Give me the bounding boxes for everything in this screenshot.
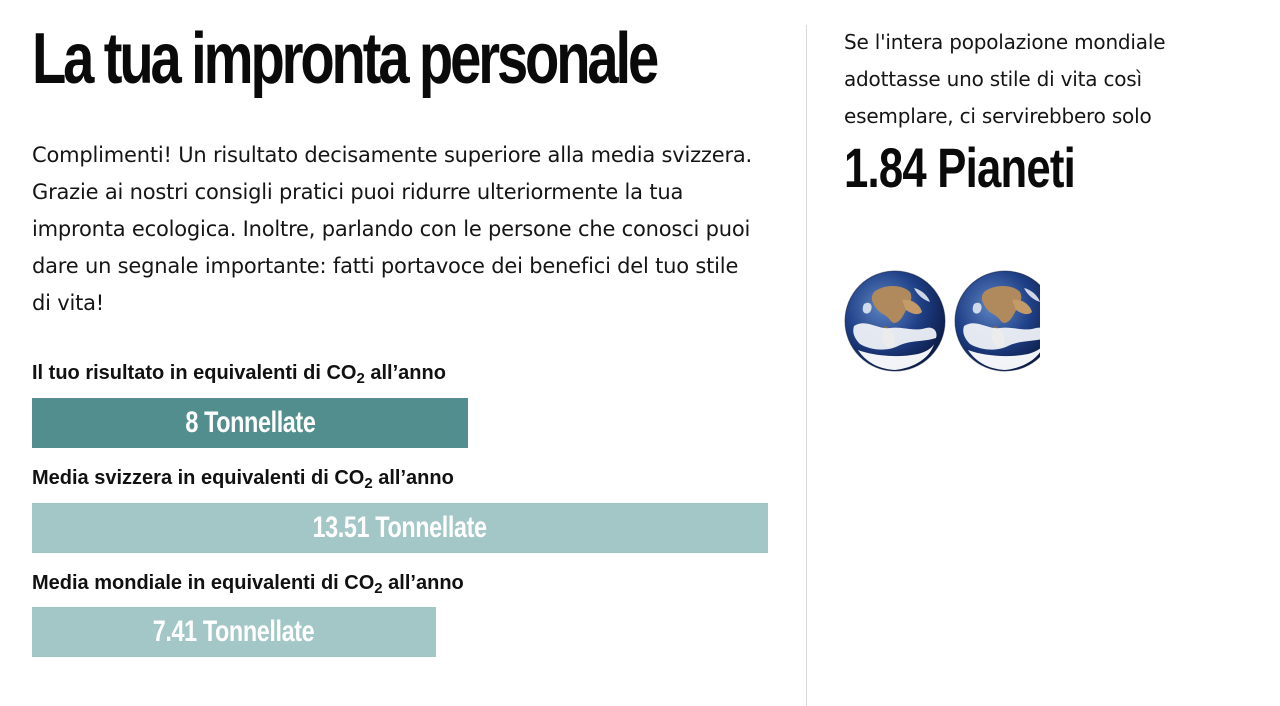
bar-swiss-average (32, 503, 768, 553)
planets-value: 1.84 Pianeti (844, 136, 1076, 199)
planets-globes (844, 270, 1040, 372)
bar-label-world-average: Media mondiale in equivalenti di $CO_2$ all’anno (32, 572, 464, 597)
column-divider (806, 25, 807, 706)
bar-world-average-value: 7.41 Tonnellate (153, 615, 315, 648)
left-column (32, 0, 772, 706)
page-title: La tua impronta personale (32, 19, 657, 99)
bar-personal-value: 8 Tonnellate (184, 406, 316, 439)
earth-globe-icon (844, 270, 946, 372)
right-column (844, 24, 1244, 201)
bar-personal (32, 398, 468, 448)
earth-globe-icon (954, 270, 1040, 372)
bar-label-personal: Il tuo risultato in equivalenti di $CO_2$ all’anno (32, 362, 446, 387)
bar-label-swiss-average: Media svizzera in equivalenti di $CO_2$ all’anno (32, 467, 454, 492)
intro-paragraph: Complimenti! Un risultato decisamente superiore alla media svizzera. Grazie ai nostri consigli pratici puoi ridurre ulteriormente la tua impronta ecologica. Inoltre, parlando con le persone che conosci puoi dare un segnale importante: fatti portavoce dei benefici del tuo stile di vita! (32, 143, 753, 315)
planets-description: Se l'intera popolazione mondiale adottasse uno stile di vita così esemplare, ci servirebbero solo (844, 30, 1166, 128)
bar-swiss-average-value: 13.51 Tonnellate (312, 511, 488, 544)
bar-world-average (32, 607, 436, 657)
